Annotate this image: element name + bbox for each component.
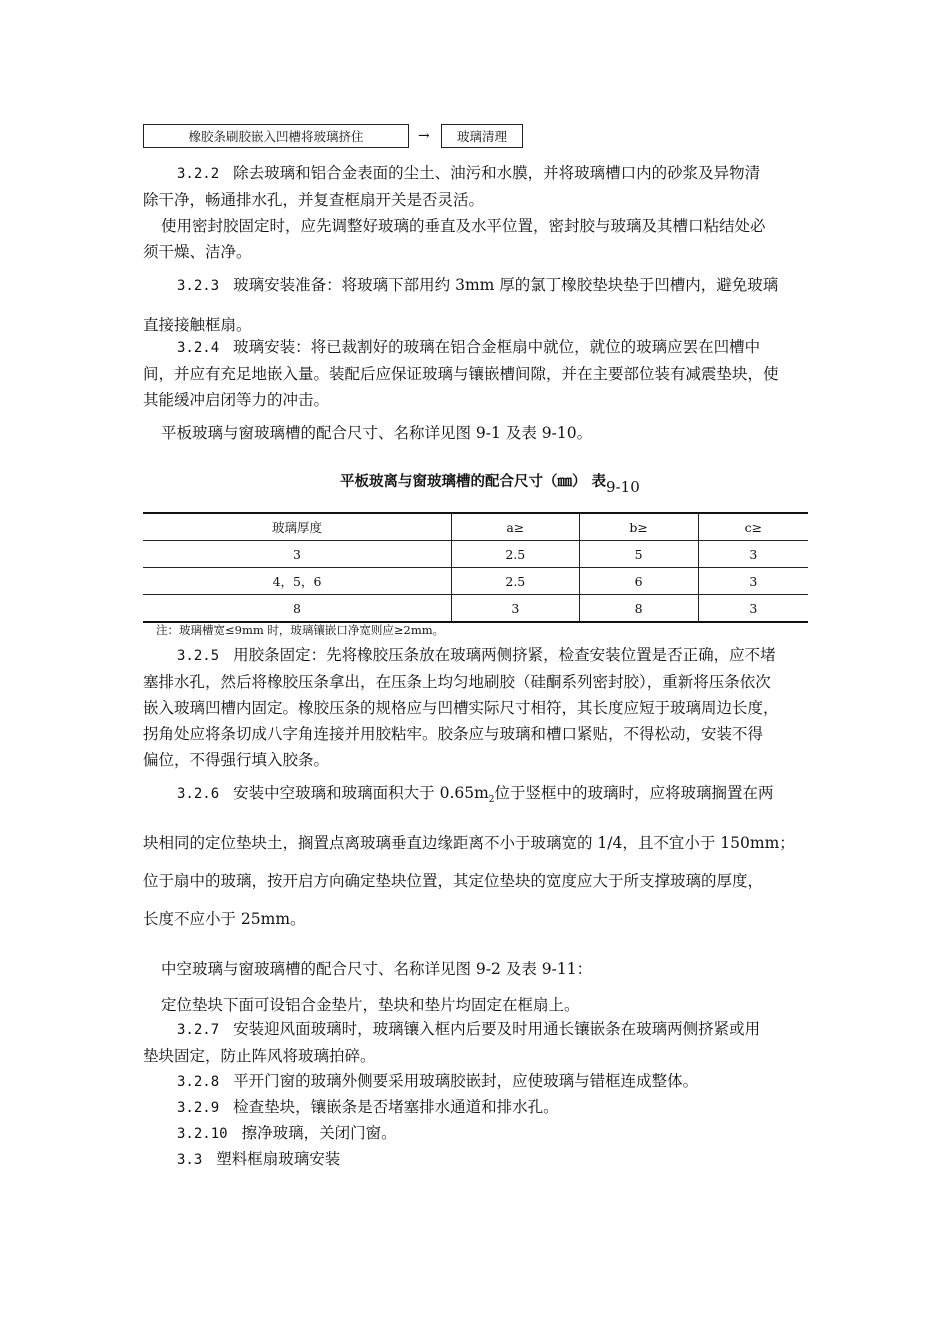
arrow-right-icon: → bbox=[418, 128, 430, 144]
section-3-2-9 bbox=[143, 1094, 813, 1121]
section-3-2-6-line2 bbox=[143, 830, 813, 856]
section-3-2-6-line4 bbox=[143, 906, 813, 932]
section-number: 3.2.8 bbox=[177, 1074, 220, 1090]
table-cell: 6 bbox=[579, 568, 698, 595]
table-title-text: 平板玻离与窗玻璃槽的配合尺寸（㎜） 表 bbox=[340, 474, 607, 490]
paragraph-text: 玻璃安装准备：将玻璃下部用约 3mm 厚的氯丁橡胶垫块垫于凹槽内，避免玻璃 bbox=[233, 276, 779, 294]
paragraph-text: 须干燥、洁净。 bbox=[143, 243, 252, 261]
paragraph-text: 嵌入玻璃凹槽内固定。橡胶压条的规格应与凹槽实际尺寸相符，其长度应短于玻璃周边长度， bbox=[143, 699, 779, 717]
table-cell: 8 bbox=[579, 595, 698, 623]
paragraph-text: 直接接触框扇。 bbox=[143, 316, 252, 334]
section-heading: 塑料框扇玻璃安装 bbox=[216, 1150, 341, 1168]
paragraph-text: 使用密封胶固定时，应先调整好玻璃的垂直及水平位置，密封胶与玻璃及其槽口粘结处必 bbox=[161, 217, 766, 235]
flow-step-text: 玻璃清理 bbox=[456, 129, 507, 144]
table-cell: 8 bbox=[143, 595, 452, 623]
paragraph-text: 安装中空玻璃和玻璃面积大于 0.65m bbox=[233, 784, 489, 802]
section-3-2-6 bbox=[143, 780, 813, 813]
section-3-2-4 bbox=[143, 334, 813, 413]
paragraph-text: 用胶条固定：先将橡胶压条放在玻璃两侧挤紧，检查安装位置是否正确，应不堵 bbox=[233, 646, 776, 664]
paragraph-text: 除去玻璃和铝合金表面的尘土、油污和水膜，并将玻璃槽口内的砂浆及异物清 bbox=[233, 164, 761, 182]
table-cell: 3 bbox=[698, 595, 808, 623]
table-header-cell: a≥ bbox=[452, 513, 580, 541]
section-number: 3.2.2 bbox=[177, 166, 220, 182]
paragraph-text: 块相同的定位垫块土，搁置点离玻璃垂直边缘距离不小于玻璃宽的 1/4，且不宜小于 150mm； bbox=[143, 834, 795, 852]
section-3-2-2 bbox=[143, 160, 813, 265]
section-number: 3.2.3 bbox=[177, 278, 220, 294]
table-cell: 2.5 bbox=[452, 541, 580, 568]
reference-paragraph-3 bbox=[143, 992, 813, 1018]
table-cell: 5 bbox=[579, 541, 698, 568]
paragraph-text: 定位垫块下面可设铝合金垫片，垫块和垫片均固定在框扇上。 bbox=[161, 996, 580, 1014]
paragraph-text: 垫块固定，防止阵风将玻璃拍碎。 bbox=[143, 1047, 376, 1065]
table-header-cell: b≥ bbox=[579, 513, 698, 541]
section-3-2-3 bbox=[143, 272, 813, 299]
table-row bbox=[143, 568, 808, 595]
paragraph-text: 塞排水孔，然后将橡胶压条拿出，在压条上均匀地刷胶（硅酮系列密封胶），重新将压条依次 bbox=[143, 673, 771, 691]
section-number: 3.2.9 bbox=[177, 1100, 220, 1116]
reference-paragraph-2 bbox=[143, 956, 813, 982]
paragraph-text: 位于扇中的玻璃，按开启方向确定垫块位置，其定位垫块的宽度应大于所支撑玻璃的厚度， bbox=[143, 872, 764, 890]
paragraph-text: 拐角处应将条切成八字角连接并用胶粘牢。胶条应与玻璃和槽口紧贴，不得松动，安装不得 bbox=[143, 725, 764, 743]
section-number: 3.2.6 bbox=[177, 786, 220, 802]
section-number: 3.2.7 bbox=[177, 1022, 220, 1038]
section-number: 3.2.4 bbox=[177, 340, 220, 356]
table-cell: 3 bbox=[698, 568, 808, 595]
flow-step-text: 橡胶条刷胶嵌入凹槽将玻璃挤住 bbox=[188, 129, 364, 144]
table-number: 9-10 bbox=[606, 478, 640, 496]
section-3-3 bbox=[143, 1146, 813, 1173]
paragraph-text: 安装迎风面玻璃时，玻璃镶入框内后要及时用通长镶嵌条在玻璃两侧挤紧或用 bbox=[233, 1020, 761, 1038]
table-header-cell: c≥ bbox=[698, 513, 808, 541]
section-3-2-10 bbox=[143, 1120, 813, 1147]
table-note: 注：玻璃槽宽≤9mm 时，玻璃镶嵌口净宽则应≥2mm。 bbox=[156, 623, 445, 637]
section-3-2-5 bbox=[143, 642, 813, 773]
table-row bbox=[143, 595, 808, 623]
section-number: 3.2.5 bbox=[177, 648, 220, 664]
paragraph-text: 长度不应小于 25mm。 bbox=[143, 910, 306, 928]
section-3-2-7 bbox=[143, 1016, 813, 1069]
flow-step-box bbox=[143, 124, 409, 148]
paragraph-text: 其能缓冲启闭等力的冲击。 bbox=[143, 391, 330, 409]
table-row bbox=[143, 541, 808, 568]
paragraph-text: 平板玻璃与窗玻璃槽的配合尺寸、名称详见图 9-1 及表 9-10。 bbox=[161, 424, 593, 442]
table-title bbox=[340, 470, 640, 496]
reference-paragraph bbox=[143, 420, 813, 446]
paragraph-text: 除干净，畅通排水孔，并复查框扇开关是否灵活。 bbox=[143, 191, 485, 209]
table-cell: 3 bbox=[698, 541, 808, 568]
table-cell: 2.5 bbox=[452, 568, 580, 595]
section-number: 3.3 bbox=[177, 1152, 203, 1168]
paragraph-text: 检查垫块，镶嵌条是否堵塞排水通道和排水孔。 bbox=[233, 1098, 559, 1116]
table-cell: 3 bbox=[143, 541, 452, 568]
paragraph-text: 平开门窗的玻璃外侧要采用玻璃胶嵌封，应使玻璃与错框连成整体。 bbox=[233, 1072, 699, 1090]
paragraph-text: 偏位，不得强行填入胶条。 bbox=[143, 751, 330, 769]
table-header-row bbox=[143, 513, 808, 541]
paragraph-text: 位于竖框中的玻璃时，应将玻璃搁置在两 bbox=[494, 784, 774, 802]
table-cell: 4，5，6 bbox=[143, 568, 452, 595]
fit-size-table bbox=[143, 512, 808, 623]
paragraph-text: 擦净玻璃，关闭门窗。 bbox=[241, 1124, 397, 1142]
paragraph-text: 玻璃安装：将已裁割好的玻璃在铝合金框扇中就位，就位的玻璃应罢在凹槽中 bbox=[233, 338, 761, 356]
section-3-2-6-line3 bbox=[143, 868, 813, 894]
table-cell: 3 bbox=[452, 595, 580, 623]
paragraph-text: 间，并应有充足地嵌入量。装配后应保证玻璃与镶嵌槽间隙，并在主要部位装有减震垫块，使 bbox=[143, 365, 779, 383]
flow-step-box bbox=[441, 124, 523, 148]
section-3-2-8 bbox=[143, 1068, 813, 1095]
section-number: 3.2.10 bbox=[177, 1126, 228, 1142]
table-header-cell: 玻璃厚度 bbox=[143, 513, 452, 541]
paragraph-text: 中空玻璃与窗玻璃槽的配合尺寸、名称详见图 9-2 及表 9-11： bbox=[161, 960, 593, 978]
subscript: 2 bbox=[488, 795, 495, 806]
